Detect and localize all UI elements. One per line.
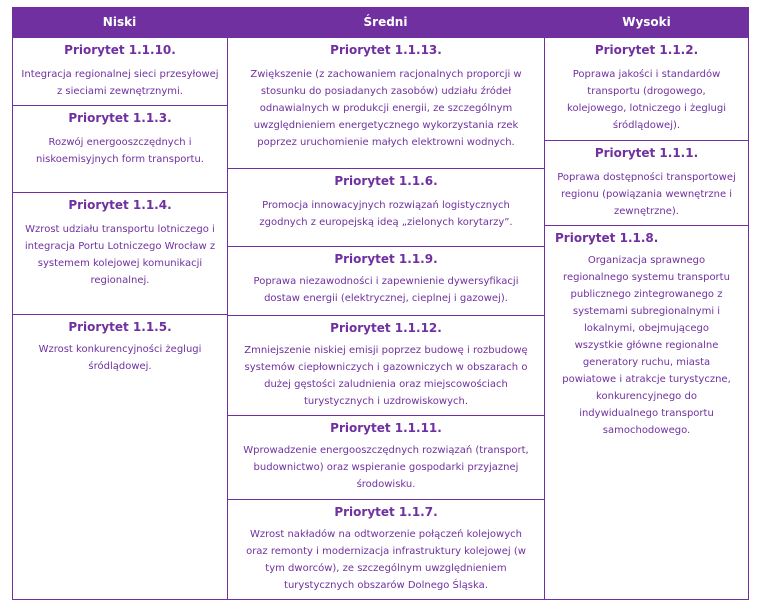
priority-cell — [545, 225, 748, 599]
priority-description: Poprawa jakości i standardów transportu (drogowego, kolejowego, lotniczego i żeglugi śródlądowej). — [567, 69, 726, 131]
priority-cell — [545, 38, 748, 140]
priority-description: Poprawa dostępności transportowej regionu (powiązania wewnętrzne i zewnętrzne). — [557, 172, 736, 217]
priority-title: Priorytet 1.1.3. — [68, 111, 172, 125]
priority-cell — [228, 315, 544, 415]
priority-title: Priorytet 1.1.1. — [594, 146, 699, 160]
column-low — [12, 37, 228, 600]
priority-description: Organizacja sprawnego regionalnego systemu transportu publicznego zintegrowanego z systemami subregionalnymi i lokalnymi, obejmującego wszystkie główne regionalne generatory ruchu, miasta powiatowe i atrakcje turystyczne, konkurencyjnego do indywidualnego transportu samochodowego. — [562, 255, 731, 436]
priority-description: Wzrost udziału transportu lotniczego i integracja Portu Lotniczego Wrocław z systemem kolejowej komunikacji regionalnej. — [24, 224, 216, 286]
priority-cell — [228, 499, 544, 599]
priority-cell — [228, 38, 544, 168]
priority-title: Priorytet 1.1.2. — [594, 43, 699, 57]
priority-cell — [545, 140, 748, 225]
priority-title: Priorytet 1.1.7. — [334, 505, 438, 519]
priority-description: Wzrost nakładów na odtworzenie połączeń kolejowych oraz remonty i modernizacja infrastruktury kolejowej (w tym dworców), ze szczególnym uwzględnieniem turystycznych obszarów Dolnego Śląska. — [246, 529, 526, 591]
header-low: Niski — [12, 7, 227, 37]
priority-cell — [228, 415, 544, 499]
priority-cell — [13, 105, 227, 192]
priority-title: Priorytet 1.1.6. — [334, 174, 438, 188]
priority-title: Priorytet 1.1.9. — [334, 252, 438, 266]
priority-description: Wzrost konkurencyjności żeglugi śródlądowej. — [38, 344, 202, 372]
priority-cell — [13, 192, 227, 314]
priority-title: Priorytet 1.1.4. — [68, 198, 172, 212]
header-high: Wysoki — [544, 7, 749, 37]
priority-description: Promocja innowacyjnych rozwiązań logistycznych zgodnych z europejską ideą „zielonych korytarzy”. — [259, 200, 513, 228]
priority-description: Zmniejszenie niskiej emisji poprzez budowę i rozbudowę systemów ciepłowniczych i gazowniczych w obszarach o dużej gęstości zaludnienia oraz miejscowościach turystycznych i uzdrowiskowych. — [244, 345, 528, 407]
priority-title: Priorytet 1.1.13. — [330, 43, 442, 57]
priority-description: Integracja regionalnej sieci przesyłowej z sieciami zewnętrznymi. — [21, 69, 219, 97]
priority-cell — [13, 38, 227, 105]
header-mid: Średni — [227, 7, 544, 37]
priority-description: Poprawa niezawodności i zapewnienie dywersyfikacji dostaw energii (elektrycznej, cieplnej i gazowej). — [253, 276, 519, 304]
priority-cell — [228, 168, 544, 246]
priority-description: Zwiększenie (z zachowaniem racjonalnych proporcji w stosunku do posiadanych zasobów) udziału źródeł odnawialnych w produkcji energii, ze szczególnym uwzględnieniem energetycznego wykorzystania rzek poprzez uruchomienie małych elektrowni wodnych. — [250, 69, 522, 148]
priority-title: Priorytet 1.1.5. — [68, 320, 172, 334]
priority-title: Priorytet 1.1.8. — [555, 231, 659, 245]
priority-cell — [13, 314, 227, 599]
priority-title: Priorytet 1.1.10. — [64, 43, 176, 57]
column-high — [544, 37, 749, 600]
priority-description: Wprowadzenie energooszczędnych rozwiązań (transport, budownictwo) oraz wspieranie gospodarki przyjaznej środowisku. — [243, 445, 529, 490]
priority-cell — [228, 246, 544, 315]
priority-description: Rozwój energooszczędnych i niskoemisyjnych form transportu. — [36, 137, 204, 165]
priority-title: Priorytet 1.1.12. — [330, 321, 442, 335]
column-mid — [227, 37, 545, 600]
priority-title: Priorytet 1.1.11. — [330, 421, 442, 435]
